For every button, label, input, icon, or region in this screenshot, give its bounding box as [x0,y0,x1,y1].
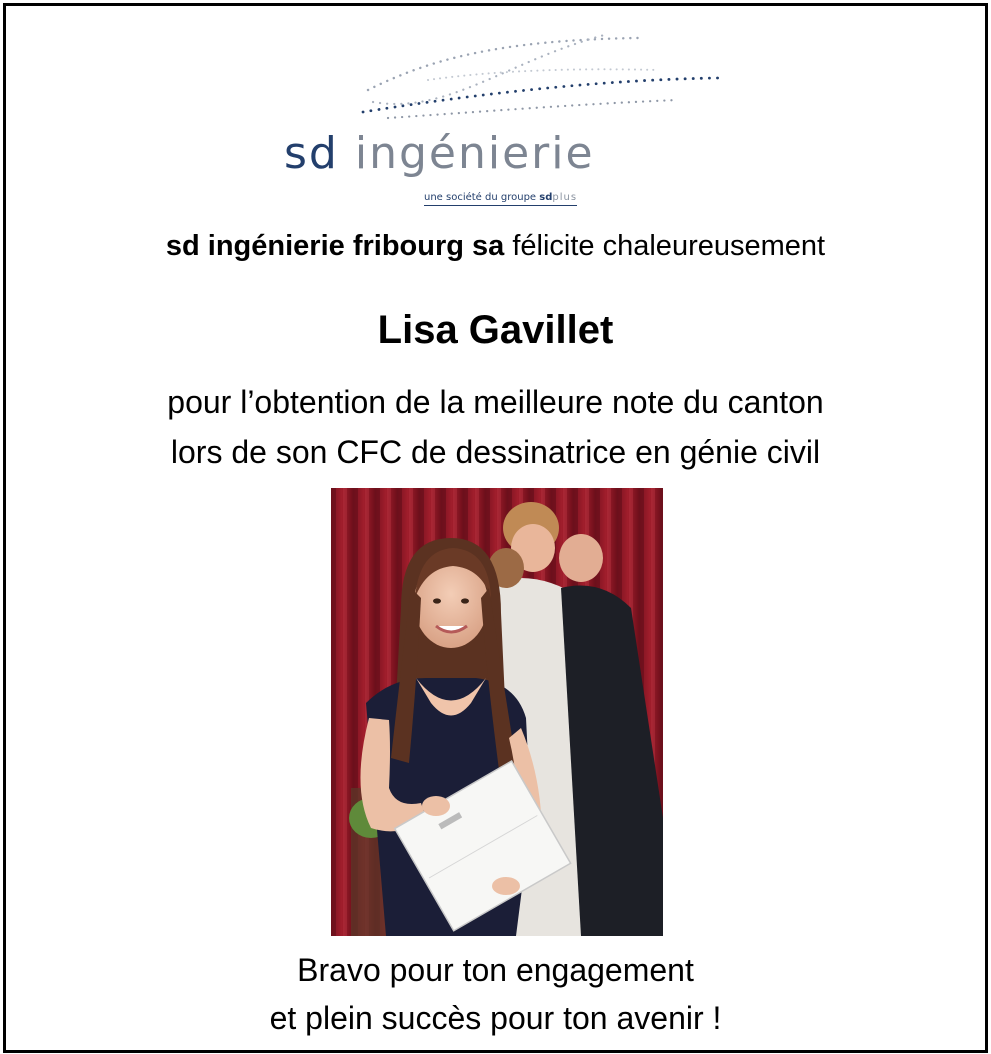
company-name: sd ingénierie fribourg sa [165,230,505,262]
intro-line [6,230,985,263]
logo-ingenierie: ingénierie [354,128,595,179]
tagline-plus: plus [552,192,578,203]
greeting-text: félicite chaleureusement [504,230,826,262]
logo-sd: sd [284,128,339,179]
tagline-prefix: une société du groupe [424,192,537,203]
company-logo [278,20,728,220]
tagline-sd: sd [539,192,553,203]
photo-illustration [331,488,663,936]
logo-wordmark [284,128,595,179]
person-name: Lisa Gavillet [377,308,614,352]
closing-line-1: Bravo pour ton engagement [297,952,694,988]
reason-line-1: pour l’obtention de la meilleure note du canton [167,384,824,420]
announcement-frame [3,3,988,1053]
reason-line-2: lors de son CFC de dessinatrice en génie civil [170,434,821,470]
logo-tagline [424,192,577,206]
graduate-photo [331,488,663,936]
closing-line-2: et plein succès pour ton avenir ! [269,1000,722,1036]
logo-swoosh [278,20,728,130]
